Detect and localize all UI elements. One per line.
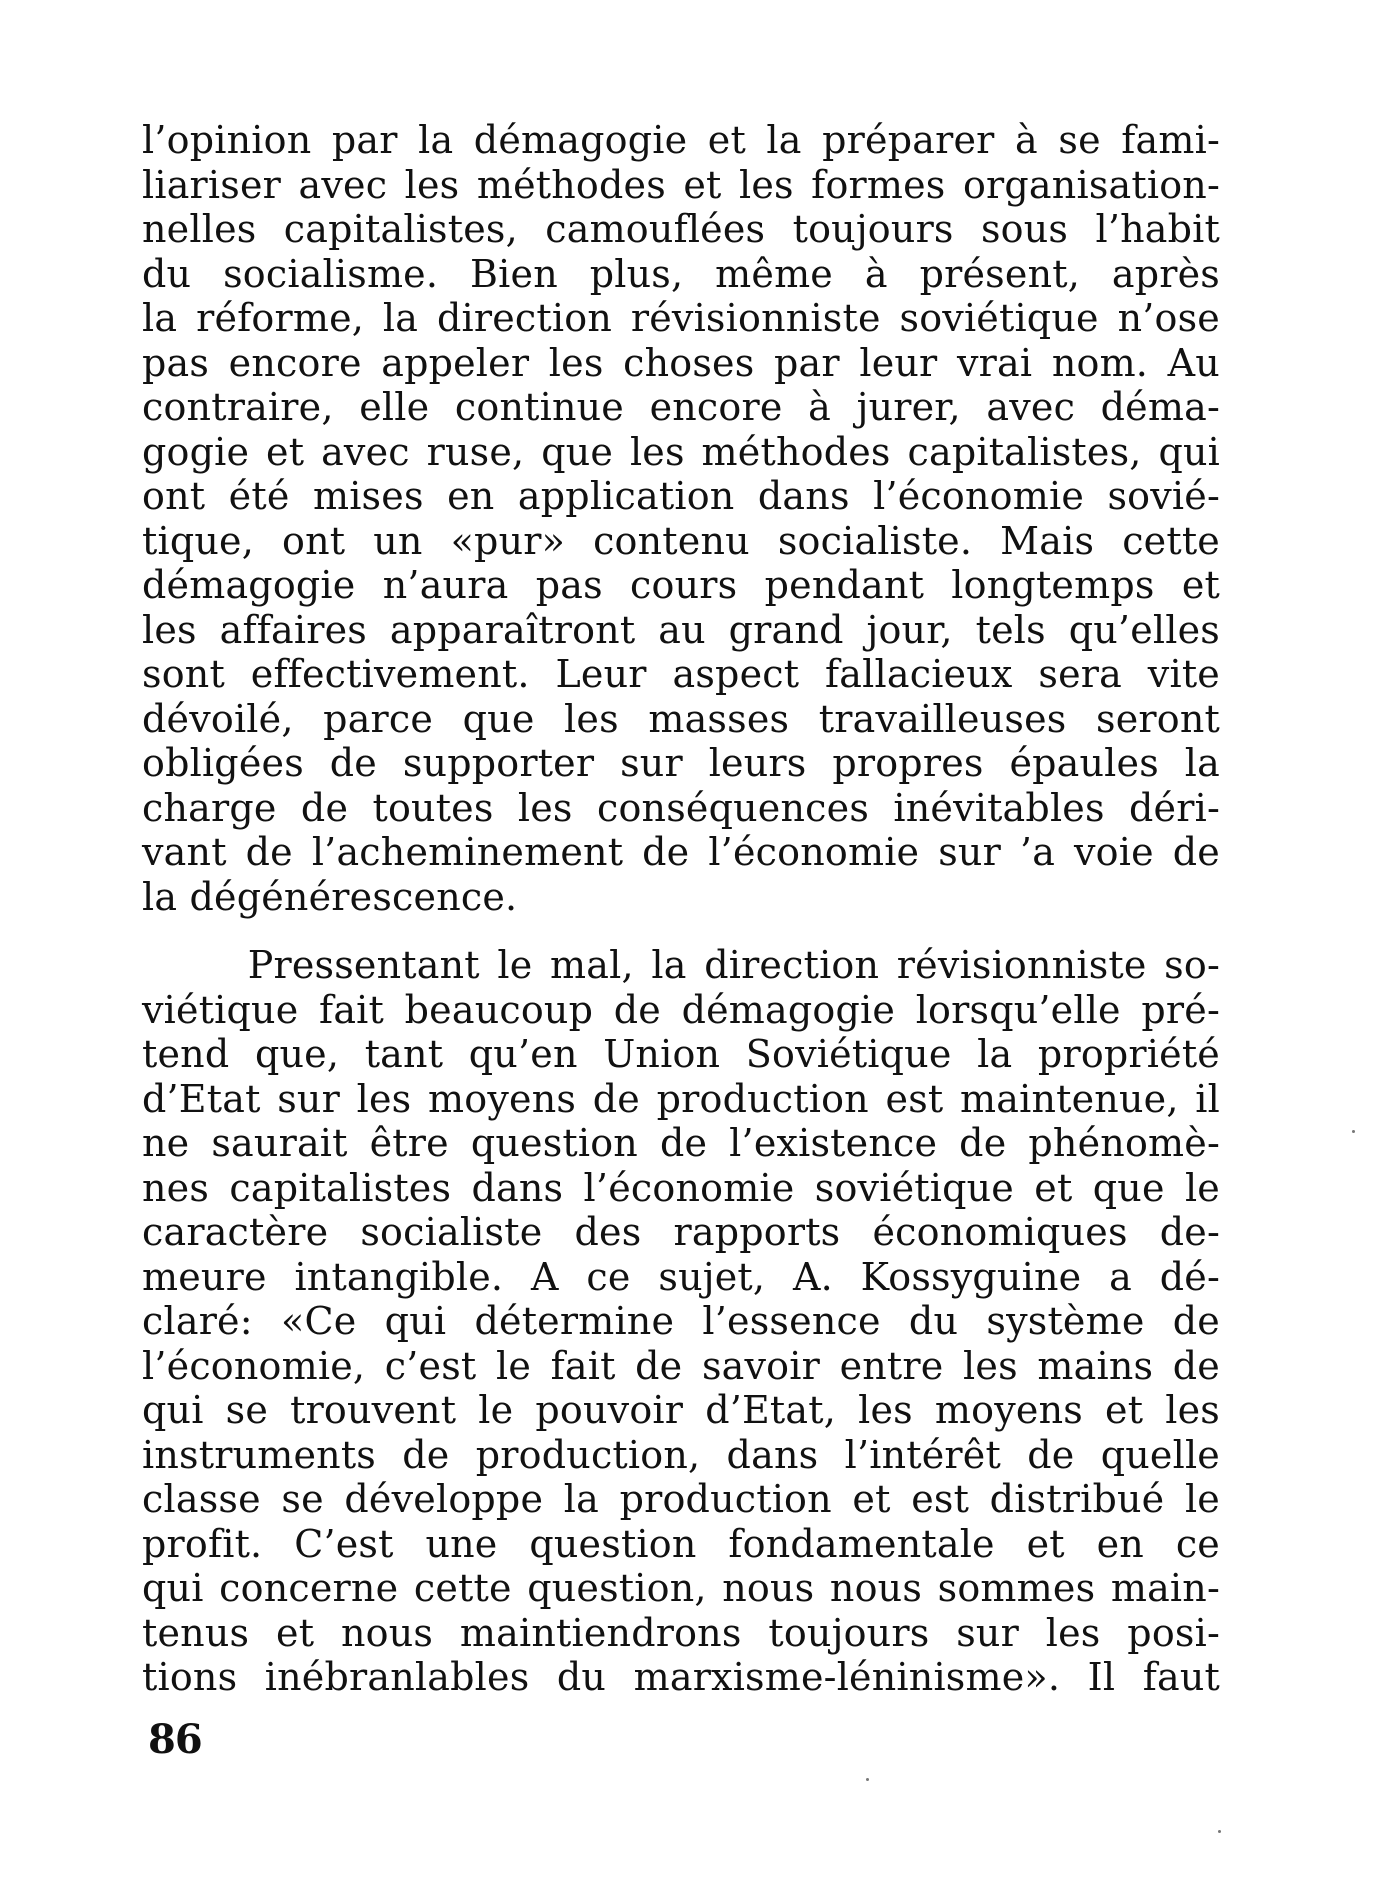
text-line: obligées de supporter sur leurs propres épaules la xyxy=(142,741,1220,785)
paragraph-gap xyxy=(142,919,1220,943)
text-line: ont été mises en application dans l’économie sovié- xyxy=(142,474,1220,518)
text-line: dévoilé, parce que les masses travailleuses seront xyxy=(142,696,1220,741)
paragraph-1 xyxy=(142,118,1220,919)
text-line: liariser avec les méthodes et les formes organisation- xyxy=(142,162,1220,207)
text-line: nes capitalistes dans l’économie soviétique et que le xyxy=(142,1165,1220,1210)
text-line: tions inébranlables du marxisme-léninisme». Il faut xyxy=(142,1655,1220,1699)
text-line: caractère socialiste des rapports économiques de- xyxy=(142,1210,1220,1254)
text-line: l’opinion par la démagogie et la préparer à se fami- xyxy=(142,118,1220,162)
text-line: sont effectivement. Leur aspect fallacieux sera vite xyxy=(142,652,1220,696)
body-text xyxy=(142,118,1220,1700)
text-line: la réforme, la direction révisionniste soviétique n’ose xyxy=(142,296,1220,340)
text-line: instruments de production, dans l’intérêt de quelle xyxy=(142,1432,1220,1477)
text-line: ne saurait être question de l’existence de phénomè- xyxy=(142,1121,1220,1165)
scan-speck xyxy=(1352,1130,1355,1133)
text-line: qui se trouvent le pouvoir d’Etat, les moyens et les xyxy=(142,1388,1220,1432)
page-number: 86 xyxy=(148,1716,202,1763)
text-line: meure intangible. A ce sujet, A. Kossyguine a dé- xyxy=(142,1254,1220,1299)
text-line: démagogie n’aura pas cours pendant longtemps et xyxy=(142,563,1220,607)
text-line: du socialisme. Bien plus, même à présent, après xyxy=(142,251,1220,296)
text-line: les affaires apparaîtront au grand jour, tels qu’elles xyxy=(142,607,1220,652)
text-line: viétique fait beaucoup de démagogie lorsqu’elle pré- xyxy=(142,987,1220,1032)
text-line: nelles capitalistes, camouflées toujours sous l’habit xyxy=(142,207,1220,251)
paragraph-2 xyxy=(142,943,1220,1700)
text-line: charge de toutes les conséquences inévitables déri- xyxy=(142,785,1220,830)
text-line: Pressentant le mal, la direction révisionniste so- xyxy=(142,943,1220,987)
text-line: claré: «Ce qui détermine l’essence du système de xyxy=(142,1299,1220,1343)
scan-speck xyxy=(1218,1830,1221,1833)
text-line: gogie et avec ruse, que les méthodes capitalistes, qui xyxy=(142,429,1220,474)
text-line: d’Etat sur les moyens de production est maintenue, il xyxy=(142,1076,1220,1121)
text-line: classe se développe la production et est distribué le xyxy=(142,1477,1220,1521)
scan-speck xyxy=(866,1778,869,1781)
text-line: vant de l’acheminement de l’économie sur ’a voie de xyxy=(142,830,1220,874)
text-line: pas encore appeler les choses par leur vrai nom. Au xyxy=(142,340,1220,385)
text-line: profit. C’est une question fondamentale et en ce xyxy=(142,1521,1220,1566)
text-line: l’économie, c’est le fait de savoir entre les mains de xyxy=(142,1343,1220,1388)
text-line: tenus et nous maintiendrons toujours sur les posi- xyxy=(142,1610,1220,1655)
text-line: qui concerne cette question, nous nous sommes main- xyxy=(142,1566,1220,1610)
text-line: tique, ont un «pur» contenu socialiste. Mais cette xyxy=(142,518,1220,563)
text-line: tend que, tant qu’en Union Soviétique la propriété xyxy=(142,1032,1220,1076)
text-line: contraire, elle continue encore à jurer, avec déma- xyxy=(142,385,1220,429)
text-line: la dégénérescence. xyxy=(142,874,518,919)
